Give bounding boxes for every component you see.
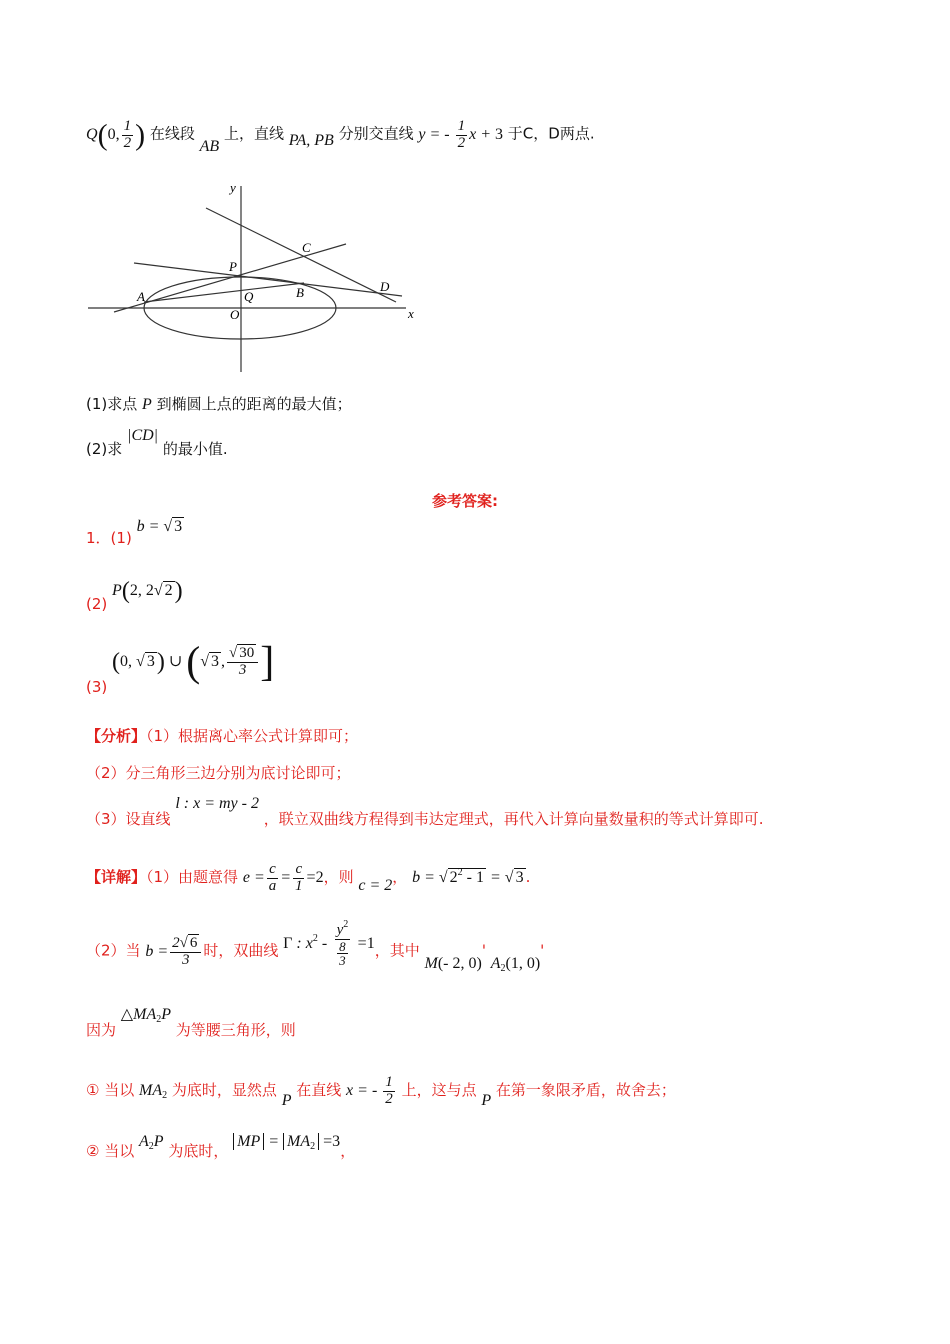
ellipse-figure [84,180,424,380]
detail-line-3 [86,1003,296,1039]
detail-text-2-mid: 时，双曲线 [203,941,279,960]
segment-A-B [144,283,304,302]
point-M: M(- 2, 0) [424,954,482,972]
label-Q: Q [244,289,254,304]
detail-text-3-post: 为等腰三角形，则 [175,1021,296,1039]
hyperbola-eq: Γ : $x^2$ - $\frac{y^2}{\frac{8}{3}}$ =1 [283,919,375,969]
point-A2: $A_2(1$, 0) [490,954,541,974]
q2-text: 的最小值. [162,440,228,458]
point-Q: Q(0, $\frac{1}{2}$ ) [86,117,146,151]
intro-text-3: 分别交直线 [338,124,414,143]
answer-3 [86,638,275,696]
case2-pre: ② 当以 [86,1142,135,1160]
analysis-text-3-pre: （3）设直线 [86,810,171,828]
ans2-math: P(2, 2√ 2) [112,578,183,604]
case1-mid3: 上，这与点 [401,1080,477,1099]
detail-text-3-pre: 因为 [86,1021,117,1039]
intro-text-2: 上，直线 [223,124,284,143]
case-1 [86,1075,676,1108]
case1-pre: ① 当以 [86,1080,135,1099]
ans2-prefix: (2) [86,595,108,614]
analysis-line-2: （2）分三角形三边分别为底讨论即可； [86,764,351,782]
q2-label: (2)求 [86,440,123,458]
analysis-text-1: （1）根据离心率公式计算即可； [146,727,359,745]
detail-text-1-mid: ，则 [323,867,354,886]
problem-intro-line [86,117,595,155]
q1-text: 到椭圆上点的距离的最大值； [156,395,352,413]
q1-point: P [142,396,152,413]
b-condition: b = $\frac{2√ 6}{3}$ [145,943,203,960]
case2-eq: MP = $MA_2 =3$ [233,1133,340,1150]
label-y: y [230,180,236,195]
detail-tag: 【详解】 [86,867,147,886]
case1-P2: P [481,1091,492,1109]
label-D: D [380,279,390,294]
analysis-line-math: l : x = my - 2 [175,795,259,812]
ans1-math: b = √ 3 [136,518,183,535]
case1-MA2: $MA_2$ [139,1081,168,1101]
analysis-tag: 【分析】 [86,727,147,745]
ans1-prefix: 1．(1) [86,529,132,547]
label-x: x [408,306,414,321]
question-1 [86,393,352,414]
detail-text-2-mid2: ，其中 [374,941,420,960]
label-A: A [137,289,145,304]
case1-end: 在第一象限矛盾，故舍去； [495,1080,676,1099]
q1-label: (1)求点 [86,395,138,413]
lines-PA-PB: PA, PB [288,131,334,149]
case1-P: P [281,1091,292,1109]
q2-abs: |CD| [127,427,159,444]
triangle-MA2P: $\triangle MA_2P$ [120,1006,171,1025]
segment-AB: AB [199,137,220,155]
case2-end: ， [340,1142,356,1160]
eccentricity-eq: e = $\frac{c}{a}$ = $\frac{c}{1}$ =2 [242,861,324,894]
line-PB [134,263,402,296]
case1-mid2: 在直线 [296,1080,342,1099]
answer-2 [86,578,183,614]
answer-heading: 参考答案: [432,492,498,510]
detail-text-1: （1）由题意得 [146,867,239,886]
line-equation: y = - $\frac{1}{2}$ x + 3 [418,117,504,151]
c-value: c = 2 [358,876,393,894]
ans3-math: (0, √ 3) ∪ (√ 3 , $\frac{√ 30}{3}$ ] [112,639,275,685]
analysis-text-3-post: ，联立双曲线方程得到韦达定理式，再代入计算向量数量积的等式计算即可. [263,810,764,828]
intro-text-1: 在线段 [149,124,195,143]
case1-mid: 为底时，显然点 [171,1080,277,1099]
analysis-line-1 [86,725,358,746]
ans3-prefix: (3) [86,677,108,696]
question-2 [86,427,228,459]
case2-A2P: $A_2P$ [139,1133,164,1152]
label-C: C [302,240,311,255]
case2-mid: 为底时， [168,1142,229,1160]
answer-1 [86,518,184,548]
label-O: O [230,307,240,322]
label-P: P [229,259,237,274]
label-B: B [296,285,304,300]
b-value: b = √ $2^2 - 1$ = √ 3 [412,866,524,886]
case1-line-eq: x = - $\frac{1}{2}$ [346,1074,393,1107]
case-2 [86,1130,356,1160]
q2-abs-text: CD [131,427,154,444]
detail-text-2-pre: （2）当 [86,941,141,960]
intro-text-4: 于C，D两点. [507,124,595,143]
analysis-line-3 [86,795,764,829]
detail-line-1: 【详解】（1）由题意得 e = $\frac{c}{a}$ = $\frac{c}{1}$ =2，则 c = 2， b = √ $2^2 - 1$ = √ 3 . [86,861,531,894]
detail-line-2: （2）当 b = $\frac{2√ 6}{3}$ 时，双曲线 Γ : $x^2$ - $\frac{y^2}{\frac{8}{3}}$ =1，其中 M(- 2, 0)' $A_2(1$, 0)' [86,919,545,974]
